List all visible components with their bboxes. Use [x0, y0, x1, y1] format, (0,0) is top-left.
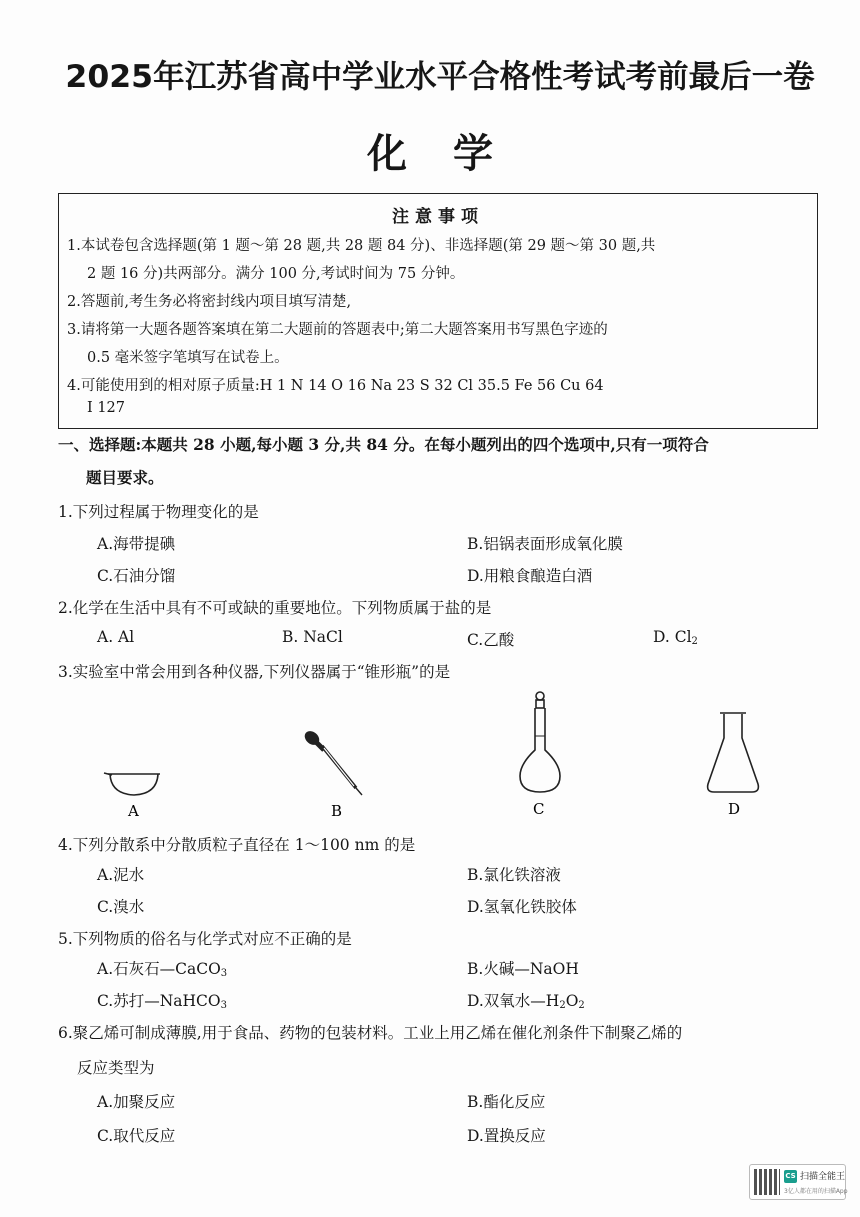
question-2-stem: 2.化学在生活中具有不可或缺的重要地位。下列物质属于盐的是 — [58, 599, 492, 617]
q2-option-a: A. Al — [97, 628, 135, 646]
q5-option-c: C.苏打—NaHCO$_3$ — [97, 992, 227, 1011]
scanner-watermark — [749, 1164, 846, 1200]
notice-box — [58, 193, 818, 429]
notice-title: 注意事项 — [392, 207, 484, 227]
q1-option-a: A.海带提碘 — [97, 535, 176, 553]
q4-option-a: A.泥水 — [97, 866, 145, 884]
notice-line: 2 题 16 分)共两部分。满分 100 分,考试时间为 75 分钟。 — [87, 266, 465, 282]
q1-option-b: B.铝锅表面形成氧化膜 — [467, 535, 623, 553]
question-3-stem: 3.实验室中常会用到各种仪器,下列仪器属于“锥形瓶”的是 — [58, 663, 451, 681]
notice-line: 0.5 毫米签字笔填写在试卷上。 — [87, 350, 289, 366]
subject-char-2: 学 — [453, 131, 493, 177]
apparatus-label-b: B — [331, 802, 343, 820]
conical-flask-icon — [708, 713, 759, 792]
notice-line: I 127 — [87, 400, 126, 416]
apparatus-label-d: D — [728, 800, 741, 818]
evaporating-dish-icon — [104, 773, 160, 795]
q2-option-d: D. $Cl_2$ — [653, 628, 698, 647]
camscanner-name: 扫描全能王 — [800, 1172, 846, 1182]
question-6-stem-cont: 反应类型为 — [77, 1059, 155, 1077]
q5-option-d: D.双氧水$—H_2O_2$ — [467, 992, 585, 1011]
q6-option-c: C.取代反应 — [97, 1127, 176, 1145]
camscanner-logo: CS — [784, 1170, 797, 1183]
volumetric-flask-icon — [520, 692, 560, 792]
exam-title: 2025年江苏省高中学业水平合格性考试考前最后一卷 — [65, 59, 815, 95]
apparatus-figure — [0, 680, 860, 830]
notice-line: 3.请将第一大题各题答案填在第二大题前的答题表中;第二大题答案用书写黑色字迹的 — [67, 322, 608, 338]
q1-option-c: C.石油分馏 — [97, 567, 176, 585]
question-5-stem: 5.下列物质的俗名与化学式对应不正确的是 — [58, 930, 352, 948]
q5-option-b: B.火碱—NaOH — [467, 960, 579, 978]
apparatus-label-c: C — [533, 800, 545, 818]
qr-code-icon — [754, 1169, 780, 1195]
camscanner-tagline: 3亿人都在用的扫描App — [784, 1188, 848, 1195]
q5-option-a: A.石灰石—CaCO$_3$ — [97, 960, 228, 979]
q2-option-b: B. NaCl — [282, 628, 343, 646]
q4-option-d: D.氢氧化铁胶体 — [467, 898, 577, 916]
section-heading-cont: 题目要求。 — [86, 468, 164, 487]
notice-line: 2.答题前,考生务必将密封线内项目填写清楚, — [67, 294, 352, 310]
q4-option-c: C.溴水 — [97, 898, 145, 916]
q2-option-c: C.乙酸 — [467, 631, 515, 649]
subject-char-1: 化 — [367, 131, 407, 177]
dropper-icon — [302, 728, 362, 795]
q1-option-d: D.用粮食酿造白酒 — [467, 567, 593, 585]
subject-title — [0, 122, 860, 179]
notice-line: 4.可能使用到的相对原子质量:H 1 N 14 O 16 Na 23 S 32 Cl 35.5 Fe 56 Cu 64 — [67, 378, 604, 394]
apparatus-label-a: A — [128, 802, 139, 820]
question-1-stem: 1.下列过程属于物理变化的是 — [58, 503, 259, 521]
question-4-stem: 4.下列分散系中分散质粒子直径在 1～100 nm 的是 — [58, 836, 416, 854]
q4-option-b: B.氯化铁溶液 — [467, 866, 561, 884]
section-heading: 一、选择题:本题共 28 小题,每小题 3 分,共 84 分。在每小题列出的四个选项中,只有一项符合 — [58, 435, 709, 454]
notice-line: 1.本试卷包含选择题(第 1 题～第 28 题,共 28 题 84 分)、非选择题(第 29 题～第 30 题,共 — [67, 238, 656, 254]
q6-option-b: B.酯化反应 — [467, 1093, 546, 1111]
question-6-stem: 6.聚乙烯可制成薄膜,用于食品、药物的包装材料。工业上用乙烯在催化剂条件下制聚乙烯的 — [58, 1024, 683, 1042]
q6-option-d: D.置换反应 — [467, 1127, 546, 1145]
q6-option-a: A.加聚反应 — [97, 1093, 176, 1111]
